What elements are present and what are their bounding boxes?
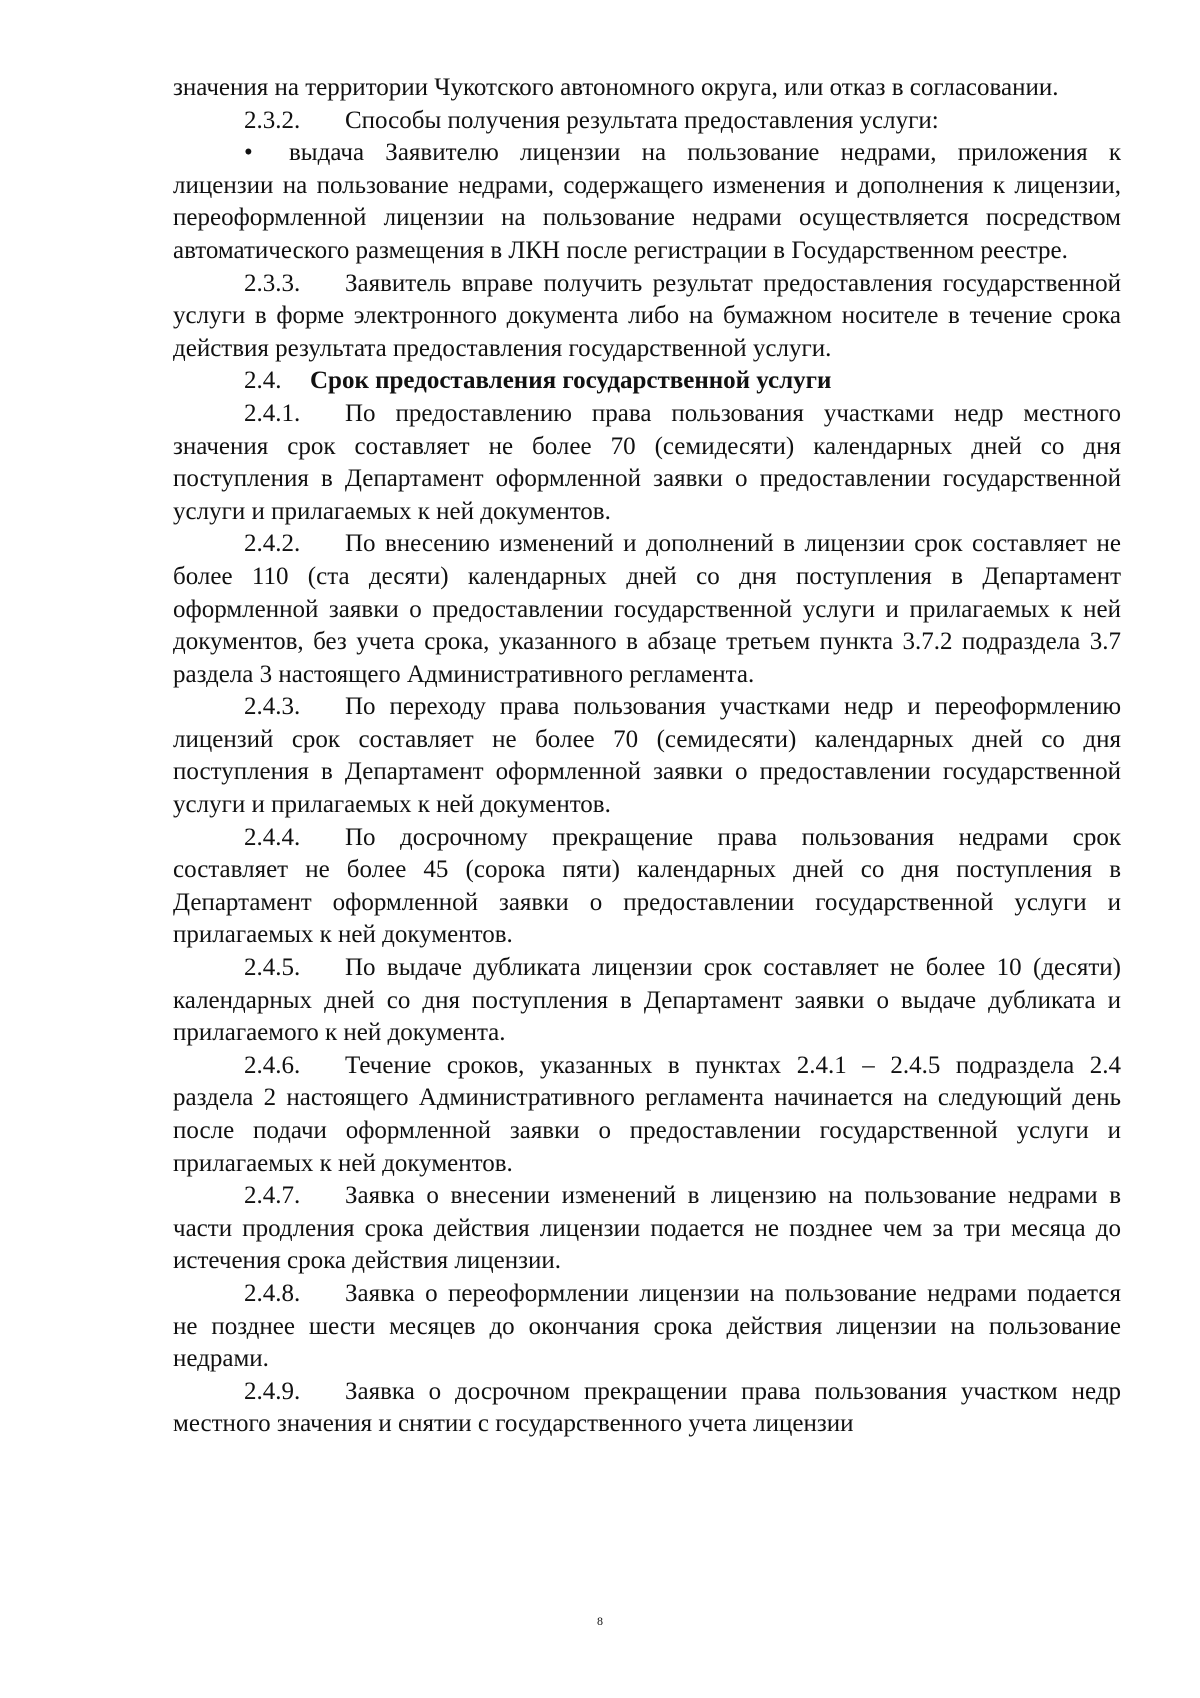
clause-number: 2.4.1.: [244, 399, 301, 427]
clause-2-4-7: [173, 1180, 1121, 1278]
clause-2-4-1: [173, 398, 1121, 528]
clause-number: 2.4.9.: [244, 1377, 301, 1405]
page-number: 8: [597, 1614, 603, 1628]
clause-text: По досрочному прекращение права пользования недрами срок составляет не более 45 (сорока пяти) календарных дней со дня поступления в Департамент оформленной заявки о предоставлении государственной услуги и прилагаемых к ней документов.: [173, 823, 1121, 949]
clause-2-3-2: [173, 105, 1121, 138]
clause-text: По предоставлению права пользования участками недр местного значения срок составляет не более 70 (семидесяти) календарных дней со дня поступления в Департамент оформленной заявки о предоставлении государственной услуги и прилагаемых к ней документов.: [173, 399, 1121, 525]
bullet-text: выдача Заявителю лицензии на пользование недрами, приложения к лицензии на пользование недрами, содержащего изменения и дополнения к лицензии, переоформленной лицензии на пользование недрами осуществляется посредством автоматического размещения в ЛКН после регистрации в Государственном реестре.: [173, 139, 1121, 264]
bullet-item: [173, 137, 1121, 267]
clause-2-4-8: [173, 1278, 1121, 1376]
clause-2-3-3: [173, 268, 1121, 366]
clause-number: 2.4.8.: [244, 1279, 301, 1307]
clause-2-4-4: [173, 822, 1121, 952]
clause-number: 2.4.7.: [244, 1182, 301, 1210]
bullet-icon: •: [244, 139, 253, 167]
clause-text: Способы получения результата предоставления услуги:: [345, 106, 939, 134]
clause-number: 2.4.3.: [244, 693, 301, 721]
clause-number: 2.3.2.: [244, 106, 301, 134]
clause-text: Заявка о внесении изменений в лицензию на пользование недрами в части продления срока действия лицензии подается не позднее чем за три месяца до истечения срока действия лицензии.: [173, 1182, 1121, 1275]
clause-text: По внесению изменений и дополнений в лицензии срок составляет не более 110 (ста десяти) календарных дней со дня поступления в Департамент оформленной заявки о предоставлении государственной услуги и прилагаемых к ней документов, без учета срока, указанного в абзаце третьем пункта 3.7.2 подраздела 3.7 раздела 3 настоящего Административного регламента.: [173, 530, 1121, 688]
section-heading-2-4: [173, 365, 1121, 398]
clause-2-4-5: [173, 952, 1121, 1050]
clause-number: 2.4.4.: [244, 823, 301, 851]
paragraph-continuation: [173, 72, 1121, 105]
clause-text: По переходу права пользования участками недр и переоформлению лицензий срок составляет не более 70 (семидесяти) календарных дней со дня поступления в Департамент оформленной заявки о предоставлении государственной услуги и прилагаемых к ней документов.: [173, 693, 1121, 819]
clause-2-4-3: [173, 691, 1121, 821]
clause-number: 2.4.5.: [244, 954, 301, 982]
clause-text: Заявка о досрочном прекращении права пользования участком недр местного значения и снятии с государственного учета лицензии: [173, 1377, 1121, 1438]
section-number: 2.4.: [244, 367, 282, 395]
clause-2-4-2: [173, 528, 1121, 691]
section-title: Срок предоставления государственной услуги: [310, 367, 832, 395]
paragraph-text: значения на территории Чукотского автономного округа, или отказ в согласовании.: [173, 74, 1059, 101]
clause-number: 2.4.6.: [244, 1051, 301, 1079]
clause-2-4-9: [173, 1376, 1121, 1441]
document-page: [173, 72, 1121, 1441]
clause-text: По выдаче дубликата лицензии срок составляет не более 10 (десяти) календарных дней со дня поступления в Департамент заявки о выдаче дубликата и прилагаемого к ней документа.: [173, 954, 1121, 1047]
clause-text: Течение сроков, указанных в пунктах 2.4.1 – 2.4.5 подраздела 2.4 раздела 2 настоящего Административного регламента начинается на следующий день после подачи оформленной заявки о предоставлении государственной услуги и прилагаемых к ней документов.: [173, 1051, 1121, 1177]
clause-number: 2.3.3.: [244, 269, 301, 297]
clause-text: Заявка о переоформлении лицензии на пользование недрами подается не позднее шести месяцев до окончания срока действия лицензии на пользование недрами.: [173, 1279, 1121, 1373]
clause-2-4-6: [173, 1050, 1121, 1180]
clause-number: 2.4.2.: [244, 530, 301, 558]
clause-text: Заявитель вправе получить результат предоставления государственной услуги в форме электронного документа либо на бумажном носителе в течение срока действия результата предоставления государственной услуги.: [173, 269, 1121, 362]
